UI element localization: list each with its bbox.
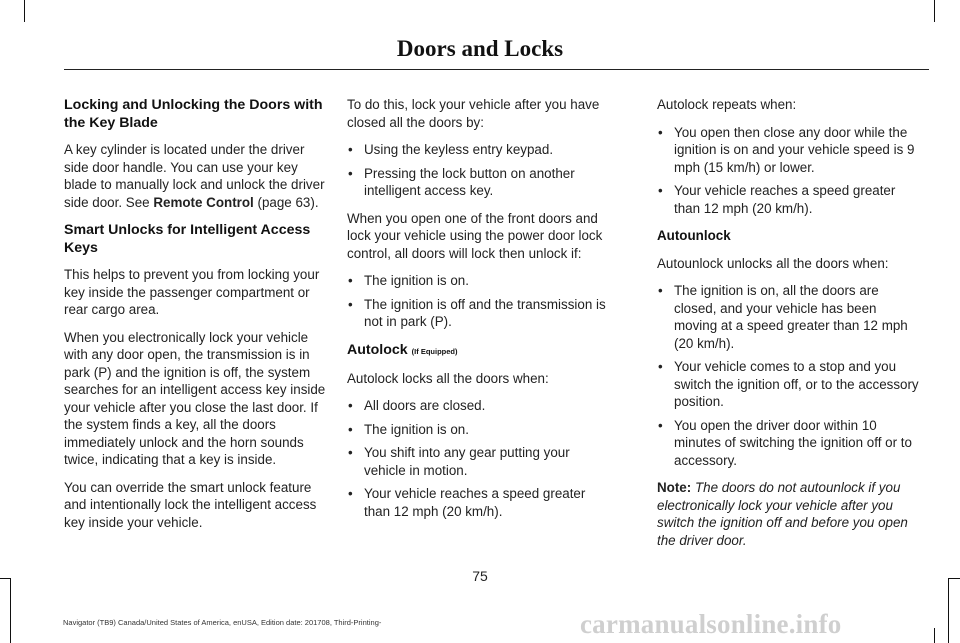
bullet-glyph: • — [658, 124, 663, 140]
list-item — [347, 421, 611, 439]
crop-mark-bottom-right-v — [934, 628, 935, 643]
paragraph-front-doors: When you open one of the front doors and lock your vehicle using the power door lock control, all doors will lock then unlock if: — [347, 210, 603, 261]
crop-mark-top-left-v — [24, 0, 25, 22]
bullet-glyph: • — [658, 183, 663, 198]
bullet-glyph: • — [348, 398, 353, 413]
link-remote-control[interactable]: Remote Control — [153, 194, 254, 210]
list-item — [347, 141, 611, 159]
text-page-ref: (page 63). — [253, 194, 319, 210]
heading-key-blade: Locking and Unlocking the Doors with the Key Blade — [64, 97, 323, 131]
list-item-text: All doors are closed. — [364, 398, 486, 413]
paragraph-lock-after-closed: To do this, lock your vehicle after you have closed all the doors by: — [347, 97, 600, 130]
paragraph-prevent-locking: This helps to prevent you from locking your key inside the passenger compartment or rear cargo area. — [64, 267, 320, 317]
paragraph-key-cylinder — [64, 141, 328, 211]
list-item-text: The ignition is on. — [364, 421, 469, 437]
heading-smart-unlocks: Smart Unlocks for Intelligent Access Keys — [64, 222, 311, 256]
heading-autounlock: Autounlock — [657, 228, 731, 243]
list-item-text: Your vehicle comes to a stop and you switch the ignition off, or to the accessory position. — [674, 359, 919, 409]
heading-autolock-equipped: (If Equipped) — [411, 346, 458, 356]
list-item-text: Your vehicle reaches a speed greater than 12 mph (20 km/h). — [674, 183, 896, 216]
crop-mark-top-right-v — [934, 0, 935, 22]
note-text: The doors do not autounlock if you electronically lock your vehicle after you switch the ignition off and before you open the driver door. — [657, 480, 908, 548]
column-left — [64, 96, 328, 541]
crop-mark-right-v — [948, 578, 949, 643]
heading-autolock — [347, 341, 611, 361]
list-autolock-repeat-conditions — [657, 124, 921, 218]
watermark-text: carmanualsonline.info — [580, 609, 842, 639]
bullet-glyph: • — [348, 273, 353, 288]
bullet-glyph: • — [658, 283, 663, 298]
list-unlock-conditions — [347, 272, 611, 331]
column-right — [657, 96, 921, 559]
page-number: 75 — [472, 568, 488, 584]
bullet-glyph: • — [348, 296, 353, 312]
page-title: Doors and Locks — [396, 36, 564, 61]
list-lock-methods — [347, 141, 611, 200]
list-item-text: The ignition is on, all the doors are closed, and your vehicle has been moving at a speed greater than 12 mph (20 km/h). — [674, 283, 908, 351]
bullet-glyph: • — [658, 417, 663, 433]
list-item — [657, 358, 921, 411]
list-item — [347, 272, 611, 290]
list-item — [657, 282, 921, 352]
list-item-text: Pressing the lock button on another intelligent access key. — [364, 165, 575, 198]
paragraph-electronic-lock: When you electronically lock your vehicle with any door open, the transmission is in park (P) and the ignition is off, the system searches for an intelligent access key inside your vehicle after you close the last door. If the system finds a key, all the doors immediately unlock and the horn sounds twice, indicating that a key is inside. — [64, 329, 326, 467]
list-item — [347, 397, 611, 415]
paragraph-override: You can override the smart unlock feature and intentionally lock the intelligent access key inside your vehicle. — [64, 479, 317, 530]
note-label: Note: — [657, 480, 692, 495]
bullet-glyph: • — [348, 486, 353, 501]
list-item — [347, 485, 611, 520]
list-item — [657, 124, 921, 177]
list-item — [347, 444, 611, 479]
list-item — [657, 417, 921, 470]
bullet-glyph: • — [348, 445, 353, 460]
bullet-glyph: • — [348, 421, 353, 437]
list-item-text: The ignition is on. — [364, 273, 469, 288]
heading-autolock-text: Autolock — [347, 341, 408, 358]
list-item-text: You open the driver door within 10 minutes of switching the ignition off or to accessory. — [674, 417, 912, 468]
header-divider — [64, 69, 929, 70]
paragraph-autolock-repeats: Autolock repeats when: — [657, 97, 797, 112]
list-item-text: Your vehicle reaches a speed greater than 12 mph (20 km/h). — [364, 486, 586, 519]
list-autolock-conditions — [347, 397, 611, 520]
crop-mark-left-v — [10, 578, 11, 643]
list-item-text: You shift into any gear putting your vehicle in motion. — [364, 445, 570, 478]
list-item-text: Using the keyless entry keypad. — [364, 142, 554, 157]
bullet-glyph: • — [348, 142, 353, 157]
list-item — [657, 182, 921, 217]
list-item-text: You open then close any door while the ignition is on and your vehicle speed is 9 mph (15 km/h) or lower. — [674, 124, 915, 175]
list-item-text: The ignition is off and the transmission is not in park (P). — [364, 296, 606, 329]
column-middle — [347, 96, 611, 530]
bullet-glyph: • — [348, 165, 353, 181]
paragraph-autounlock-unlocks: Autounlock unlocks all the doors when: — [657, 255, 889, 271]
paragraph-autolock-locks: Autolock locks all the doors when: — [347, 370, 549, 386]
text-key-cylinder: A key cylinder is located under the driver side door handle. You can use your key blade to manually lock and unlock the driver side door. See — [64, 142, 325, 210]
note-paragraph — [657, 479, 921, 549]
list-item — [347, 296, 611, 331]
list-autounlock-conditions — [657, 282, 921, 469]
footer-edition-text: Navigator (TB9) Canada/United States of America, enUSA, Edition date: 201708, Third-Printing- — [63, 618, 382, 627]
list-item — [347, 165, 611, 200]
bullet-glyph: • — [658, 359, 663, 374]
